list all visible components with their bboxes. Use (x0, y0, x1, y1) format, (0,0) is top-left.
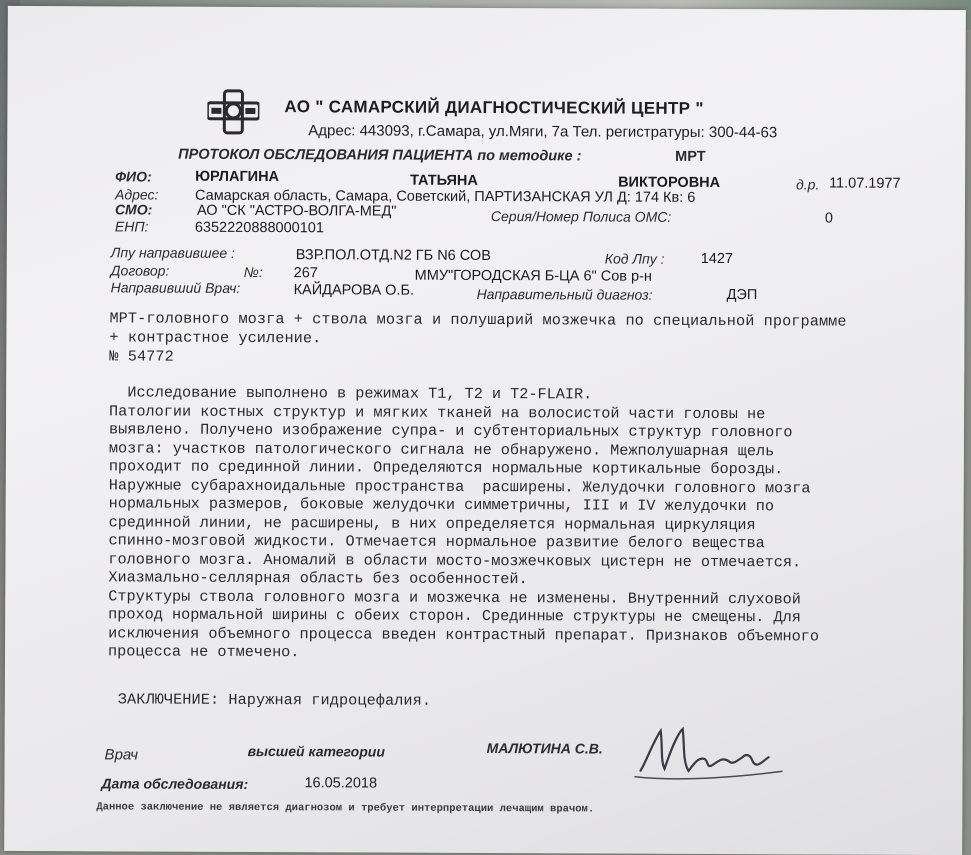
contract-label: Договор: (110, 262, 170, 279)
number-label: №: (243, 263, 263, 281)
lpu-code-label: Код Лпу : (604, 250, 665, 267)
findings-line: выявлено. Получено изображение супра- и субтенториальных структур головного (108, 420, 793, 442)
patient-address: Самарская область, Самара, Советский, ПАРТИЗАНСКАЯ УЛ Д: 174 Кв: 6 (194, 187, 696, 206)
organization-address: Адрес: 443093, г.Самара, ул.Мяги, 7а Тел. регистратуры: 300-44-63 (308, 122, 778, 142)
patient-policy: 0 (824, 210, 834, 227)
patient-patronymic: ВИКТОРОВНА (618, 174, 721, 192)
findings-line: Структуры ствола головного мозга и мозжечка не изменены. Внутренний слуховой (108, 586, 801, 608)
conclusion: ЗАКЛЮЧЕНИЕ: Наружная гидроцефалия. (117, 690, 432, 710)
patient-name: ТАТЬЯНА (410, 172, 478, 189)
document-page (4, 6, 966, 855)
exam-description-line1: МРТ-головного мозга + ствола мозга и полушарий мозжечка по специальной программе (109, 309, 847, 331)
findings-line: Наружные субарахноидальные пространства расширены. Желудочки головного мозга (108, 475, 811, 497)
exam-description-line2: + контрастное усиление. (109, 328, 322, 348)
findings-line: головного мозга. Аномалий в области мосто-мозжечковых цистерн не отмечается. (108, 549, 802, 571)
protocol-title-text: ПРОТОКОЛ ОБСЛЕДОВАНИЯ ПАЦИЕНТА по методике : (178, 146, 582, 165)
findings-line: проходит по срединной линии. Определяются нормальные кортикальные борозды. (108, 457, 784, 479)
findings-line: Патологии костных структур и мягких тканей на волосистой части головы не (109, 401, 766, 423)
findings-line: нормальных размеров, боковые желудочки симметричны, III и IV желудочки по (108, 494, 775, 516)
findings-line: Исследование выполнено в режимах T1, T2 и T2-FLAIR. (109, 383, 593, 404)
organization-name: АО " САМАРСКИЙ ДИАГНОСТИЧЕСКИЙ ЦЕНТР " (284, 97, 704, 118)
exam-date-label: Дата обследования: (101, 775, 249, 792)
referral-diagnosis: ДЭП (726, 287, 758, 304)
patient-smo: АО "СК "АСТРО-ВОЛГА-МЕД" (196, 202, 397, 220)
doctor-category: высшей категории (247, 742, 385, 760)
exam-date: 16.05.2018 (304, 775, 378, 792)
referring-doctor-label: Направивший Врач: (110, 279, 241, 296)
findings-line: мозга: участков патологического сигнала не обнаружено. Межполушарная щель (108, 438, 775, 460)
findings-line: процесса не отмечено. (107, 642, 300, 662)
patient-dob: 11.07.1977 (829, 175, 901, 192)
exam-number: № 54772 (109, 347, 174, 366)
referring-doctor: КАЙДАРОВА О.Б. (293, 282, 415, 299)
findings-line: спинно-мозговой жидкости. Отмечается нормальное развитие белого вещества (108, 531, 765, 553)
doctor-name: МАЛЮТИНА С.В. (486, 740, 603, 757)
lpu-label: Лпу направившее : (110, 244, 235, 261)
referral-lpu-code: 1427 (700, 250, 734, 268)
protocol-title (178, 146, 706, 165)
referral-lpu: ВЗР.ПОЛ.ОТД.N2 ГБ N6 СОВ (295, 247, 491, 265)
findings-line: Хиазмально-селлярная область без особенностей. (108, 568, 528, 589)
findings-line: срединной линии, не расширены, в них определяется нормальная циркуляция (108, 512, 756, 534)
medical-cross-logo-icon (207, 89, 259, 135)
findings-text (108, 383, 820, 664)
fio-label: ФИО: (115, 168, 152, 185)
doctor-label: Врач (104, 746, 139, 764)
contract-organization: ММУ"ГОРОДСКАЯ Б-ЦА 6" Сов р-н (414, 267, 652, 285)
smo-label: СМО: (114, 201, 153, 218)
disclaimer: Данное заключение не является диагнозом и требует интерпретации лечащим врачом. (96, 801, 595, 816)
enp-label: ЕНП: (114, 218, 149, 235)
diagnosis-label: Направительный диагноз: (476, 285, 653, 303)
patient-surname: ЮРЛАГИНА (195, 168, 280, 186)
findings-line: исключения объемного процесса введен контрастный препарат. Признаков объемного (108, 623, 820, 645)
address-label: Адрес: (114, 186, 159, 203)
findings-line: проход нормальной ширины с обеих сторон. Срединные структуры не смещены. Для (108, 605, 801, 627)
policy-label: Серия/Номер Полиса ОМС: (490, 208, 672, 225)
referral-number: 267 (293, 265, 318, 282)
protocol-method: МРТ (675, 148, 706, 165)
dob-label: д.р. (796, 176, 820, 193)
doctor-signature (632, 721, 792, 792)
patient-enp: 6352220888000101 (194, 219, 324, 237)
